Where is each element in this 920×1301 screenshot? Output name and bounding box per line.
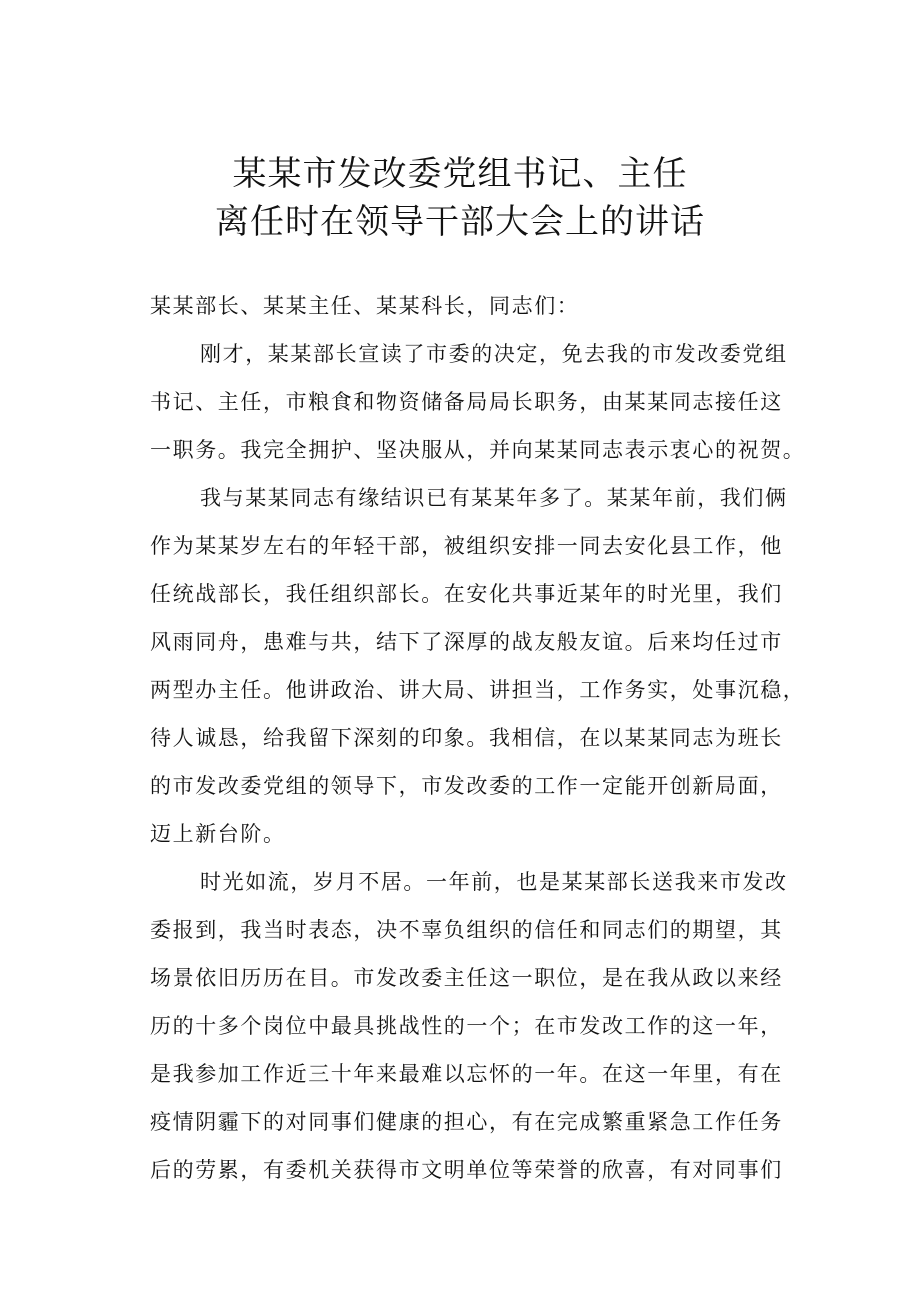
paragraph-line: 疫情阴霾下的对同事们健康的担心，有在完成繁重紧急工作任务 — [150, 1110, 783, 1134]
paragraph-line: 迈上新台阶。 — [150, 822, 286, 846]
paragraph-line: 一职务。我完全拥护、坚决服从，并向某某同志表示衷心的祝贺。 — [150, 438, 806, 462]
paragraph-3 — [150, 858, 810, 1194]
paragraph-line: 是我参加工作近三十年来最难以忘怀的一年。在这一年里，有在 — [150, 1062, 783, 1086]
paragraph-line: 场景依旧历历在目。市发改委主任这一职位，是在我从政以来经 — [150, 966, 783, 990]
paragraph-line: 时光如流，岁月不居。一年前，也是某某部长送我来市发改 — [200, 870, 788, 894]
paragraph-line: 书记、主任，市粮食和物资储备局局长职务，由某某同志接任这 — [150, 390, 783, 414]
paragraph-line: 作为某某岁左右的年轻干部，被组织安排一同去安化县工作，他 — [150, 534, 783, 558]
salutation: 某某部长、某某主任、某某科长，同志们： — [150, 294, 580, 318]
paragraph-line: 风雨同舟，患难与共，结下了深厚的战友般友谊。后来均任过市 — [150, 630, 783, 654]
paragraph-1 — [150, 330, 810, 474]
document-title — [0, 150, 920, 246]
document-body — [150, 282, 810, 1194]
paragraph-line: 的市发改委党组的领导下，市发改委的工作一定能开创新局面， — [150, 774, 783, 798]
title-line-2: 离任时在领导干部大会上的讲话 — [215, 202, 705, 242]
paragraph-2 — [150, 474, 810, 858]
paragraph-line: 刚才，某某部长宣读了市委的决定，免去我的市发改委党组 — [200, 342, 788, 366]
title-line-1: 某某市发改委党组书记、主任 — [232, 154, 688, 194]
paragraph-line: 后的劳累，有委机关获得市文明单位等荣誉的欣喜，有对同事们 — [150, 1158, 783, 1182]
paragraph-line: 历的十多个岗位中最具挑战性的一个；在市发改工作的这一年， — [150, 1014, 783, 1038]
paragraph-line: 任统战部长，我任组织部长。在安化共事近某年的时光里，我们 — [150, 582, 783, 606]
paragraph-line: 我与某某同志有缘结识已有某某年多了。某某年前，我们俩 — [200, 486, 788, 510]
paragraph-line: 两型办主任。他讲政治、讲大局、讲担当，工作务实，处事沉稳， — [150, 678, 806, 702]
paragraph-line: 委报到，我当时表态，决不辜负组织的信任和同志们的期望，其 — [150, 918, 783, 942]
paragraph-line: 待人诚恳，给我留下深刻的印象。我相信，在以某某同志为班长 — [150, 726, 783, 750]
